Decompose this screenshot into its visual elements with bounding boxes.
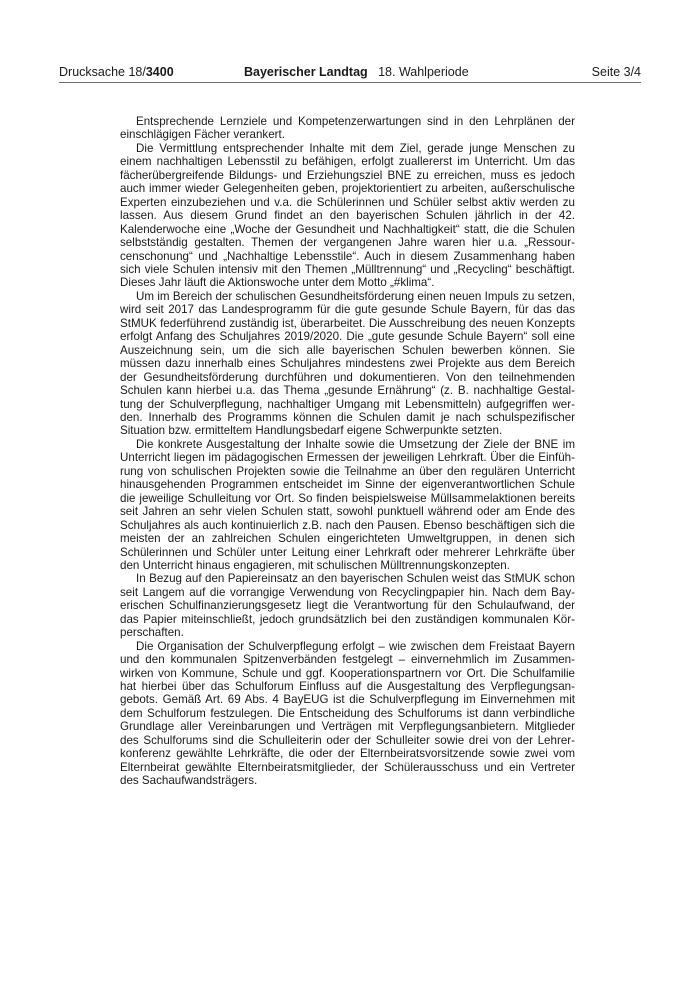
page-header (59, 62, 641, 83)
paragraph-3: Um im Bereich der schulischen Gesundheitsförderung einen neuen Impuls zu setzen, wird seit 2017 das Landesprogramm für die gute gesunde Schule Bayern, für das das StMUK federführend zuständig ist, überarbeitet. Die Ausschreibung des neuen Konzepts erfolgt Anfang des Schuljahres 2019/2020. Die „gute gesunde Schule Bayern“ soll eine Auszeichnung sein, um die sich alle bayerischen Schulen bewerben können. Sie müssen dazu innerhalb eines Schuljahres mindestens zwei Projekte aus dem Bereich der Gesundheitsförderung durchführen und dokumentieren. Von den teilnehmenden Schulen kann hierbei u.a. das Thema „gesunde Ernährung“ (z. B. nachhaltige Gestaltung der Schulverpflegung, nachhaltiger Umgang mit Lebensmitteln) aufgegriffen werden. Innerhalb des Programms können die Schulen damit je nach schulspezifischer Situation bzw. ermitteltem Handlungsbedarf eigene Schwerpunkte setzten. (120, 289, 575, 438)
body-text (120, 115, 575, 788)
paragraph-1: Entsprechende Lernziele und Kompetenzerwartungen sind in den Lehrplänen der einschlägigen Fächer verankert. (120, 115, 575, 142)
paragraph-6: Die Organisation der Schulverpflegung erfolgt – wie zwischen dem Freistaat Bayern und den kommunalen Spitzenverbänden festgelegt – einvernehmlich im Zusammenwirken von Kommune, Schule und ggf. Kooperationspartnern vor Ort. Die Schulfamilie hat hierbei über das Schulforum Einfluss auf die Ausgestaltung des Verpflegungsangebots. Gemäß Art. 69 Abs. 4 BayEUG ist die Schulverpflegung im Einvernehmen mit dem Schulforum festzulegen. Die Entscheidung des Schulforums ist dann verbindliche Grundlage aller Vereinbarungen und Verträgen mit Verpflegungsanbietern. Mitglieder des Schulforums sind die Schulleiterin oder der Schulleiter sowie drei von der Lehrerkonferenz gewählte Lehrkräfte, die oder der Elternbeiratsvorsitzende sowie zwei vom Elternbeirat gewählte Elternbeiratsmitglieder, der Schülerausschuss und ein Vertreter des Sachaufwandsträgers. (120, 639, 575, 788)
legislative-period: 18. Wahlperiode (378, 65, 469, 79)
paragraph-2: Die Vermittlung entsprechender Inhalte mit dem Ziel, gerade junge Menschen zu einem nachhaltigen Lebensstil zu befähigen, erfolgt zuallererst im Unterricht. Um das fächerübergreifende Bildungs- und Erziehungsziel BNE zu erreichen, muss es jedoch auch immer wieder Gelegenheiten geben, projektorientiert zu arbeiten, außerschulische Experten einzubeziehen und v.a. die Schülerinnen und Schüler selbst aktiv werden zu lassen. Aus diesem Grund findet an den bayerischen Schulen jährlich in der 42. Kalenderwoche eine „Woche der Gesundheit und Nachhaltigkeit“ statt, die die Schulen selbstständig gestalten. Themen der vergangenen Jahre waren hier u.a. „Ressourcenschonung“ und „Nachhaltige Lebensstile“. Auch in diesem Zusammenhang haben sich viele Schulen intensiv mit den Themen „Mülltrennung“ und „Recycling“ beschäftigt. Dieses Jahr läuft die Aktionswoche unter dem Motto „#klima“. (120, 141, 575, 290)
page-number: Seite 3/4 (591, 65, 641, 79)
document-number (59, 65, 174, 79)
paragraph-4: Die konkrete Ausgestaltung der Inhalte sowie die Umsetzung der Ziele der BNE im Unterricht liegen im pädagogischen Ermessen der jeweiligen Lehrkraft. Über die Einführung von schulischen Projekten sowie die Teilnahme an über den regulären Unterricht hinausgehenden Programmen entscheidet im Sinne der eigenverantwortlichen Schule die jeweilige Schulleitung vor Ort. So finden beispielsweise Müllsammelaktionen bereits seit Jahren an sehr vielen Schulen statt, sowohl punktuell während oder am Ende des Schuljahres als auch kontinuierlich z.B. nach den Pausen. Ebenso beschäftigen sich die meisten der an zahlreichen Schulen eingerichteten Umweltgruppen, in denen sich Schülerinnen und Schüler unter Leitung einer Lehrkraft oder mehrerer Lehrkräfte über den Unterricht hinaus engagieren, mit schulischen Mülltrennungskonzepten. (120, 437, 575, 572)
parliament-info (244, 65, 469, 79)
document-number-value: 3400 (145, 65, 174, 79)
document-number-prefix: Drucksache 18/ (59, 65, 146, 79)
paragraph-5: In Bezug auf den Papiereinsatz an den bayerischen Schulen weist das StMUK schon seit Langem auf die vorrangige Verwendung von Recyclingpapier hin. Nach dem Bayerischen Schulfinanzierungsgesetz liegt die Verantwortung für den Schulaufwand, der das Papier miteinschließt, jedoch grundsätzlich bei den zuständigen kommunalen Körperschaften. (120, 572, 575, 640)
parliament-name: Bayerischer Landtag (244, 65, 368, 79)
